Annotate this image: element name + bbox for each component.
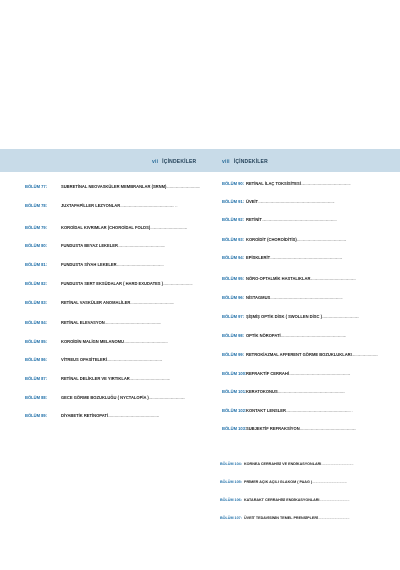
toc-entry <box>222 217 336 222</box>
toc-chapter-number: BÖLÜM 98: <box>222 333 245 338</box>
toc-entry <box>25 413 159 418</box>
toc-entry <box>25 262 163 267</box>
toc-entry <box>25 243 165 248</box>
left-page-number: vii <box>152 159 159 165</box>
toc-chapter-number: BÖLÜM 86: <box>25 357 48 362</box>
toc-chapter-number: BÖLÜM 91: <box>222 199 245 204</box>
toc-entry <box>25 320 161 325</box>
toc-chapter-number: BÖLÜM 94: <box>222 255 245 260</box>
toc-leader-dots: ................................................................................ <box>277 389 345 394</box>
toc-leader-dots: ...................................................... <box>310 276 356 281</box>
toc-chapter-title: KONTAKT LENSLER <box>246 408 286 413</box>
toc-chapter-title: PRİMER AÇIK AÇILI GLAKOM ( PAAG ) <box>244 480 313 484</box>
toc-chapter-title: KOROİDAL KIVRIMLAR (CHOROİDAL FOLDS) <box>61 225 151 230</box>
toc-entry <box>222 255 342 260</box>
toc-leader-dots: ...........................................................................… <box>285 408 353 413</box>
toc-leader-dots: ........................................................ <box>117 243 165 248</box>
toc-chapter-number: BÖLÜM 79: <box>25 225 48 230</box>
toc-chapter-title: SUBJEKTİF REFRAKSİYON <box>246 426 300 431</box>
toc-entry <box>222 237 346 242</box>
toc-leader-dots: ................................................ <box>312 480 347 484</box>
toc-chapter-title: RETİNAL İLAÇ TOKSİSİTESİ <box>246 181 301 186</box>
toc-chapter-title: OPTİK NÖROPATİ <box>246 333 281 338</box>
toc-chapter-title: KATARAKT CERRAHİSİ ENDİKASYONLARI <box>244 498 320 502</box>
toc-chapter-number: BÖLÜM 105: <box>220 480 242 484</box>
left-header-title: İÇİNDEKİLER <box>162 159 197 165</box>
header-band <box>0 149 400 172</box>
toc-chapter-title: RETİNİT <box>246 217 262 222</box>
toc-leader-dots: ............................... <box>351 352 378 357</box>
toc-entry <box>222 408 353 413</box>
toc-leader-dots: ........................................................................................... <box>258 199 335 204</box>
toc-leader-dots: ................................... <box>163 281 193 286</box>
toc-leader-dots: ............................................ <box>321 314 359 319</box>
toc-chapter-number: BÖLÜM 78: <box>25 203 48 208</box>
toc-leader-dots: ........................................ <box>166 184 200 189</box>
toc-chapter-title: RETİNAL VASKÜLER ANOMALİLER <box>61 300 131 305</box>
toc-leader-dots: ...................................................................................... <box>270 295 343 300</box>
toc-chapter-title: KOROİDİT (CHOROİDİTİS) <box>246 237 297 242</box>
toc-entry <box>220 498 349 502</box>
toc-chapter-title: RETROKİAZMAL AFFERENT GÖRME BOZUKLUKLARI <box>246 352 352 357</box>
toc-chapter-title: FUNDUSTA BEYAZ LEKELER <box>61 243 118 248</box>
left-page-header <box>152 159 196 165</box>
toc-leader-dots: .............................................................................. <box>280 333 346 338</box>
toc-chapter-title: VİTREUS OPASİTELERİ <box>61 357 107 362</box>
toc-chapter-number: BÖLÜM 100: <box>222 371 247 376</box>
toc-chapter-number: BÖLÜM 103: <box>222 426 247 431</box>
toc-entry <box>25 225 187 230</box>
toc-chapter-number: BÖLÜM 84: <box>25 320 48 325</box>
toc-chapter-title: JUXTAPAPİLLER LEZYONLAR <box>61 203 121 208</box>
toc-leader-dots: ............................................ <box>150 225 188 230</box>
toc-entry <box>25 357 162 362</box>
toc-leader-dots: ......................................................................................... <box>261 217 337 222</box>
toc-chapter-number: BÖLÜM 96: <box>222 295 245 300</box>
toc-chapter-number: BÖLÜM 104: <box>220 462 242 466</box>
toc-chapter-title: ÜVEİT TEDAVİSİNİN TEMEL PRENSİPLERİ <box>244 516 319 520</box>
toc-chapter-title: SUBRETİNAL NEOVASKÜLER MEMBRANLAR (SRNM) <box>61 184 167 189</box>
toc-entry <box>222 389 345 394</box>
toc-entry <box>222 426 356 431</box>
toc-leader-dots: ........................................... <box>318 516 350 520</box>
right-page-header <box>222 159 268 165</box>
toc-chapter-title: NİSTAGMUS <box>246 295 271 300</box>
toc-leader-dots: ................................................................... <box>104 320 161 325</box>
toc-leader-dots: ........................................................... <box>300 181 351 186</box>
toc-chapter-title: EPİSKLERİT <box>246 255 271 260</box>
toc-chapter-title: KORNEA CERRAHİSİ VE ENDİKASYONLARI <box>244 462 322 466</box>
toc-entry <box>222 371 350 376</box>
toc-leader-dots: ........................................................... <box>296 237 347 242</box>
toc-entry <box>222 352 378 357</box>
toc-chapter-number: BÖLÜM 101: <box>222 389 247 394</box>
toc-chapter-number: BÖLÜM 88: <box>25 395 48 400</box>
right-header-title: İÇİNDEKİLER <box>233 159 268 165</box>
toc-chapter-number: BÖLÜM 82: <box>25 281 48 286</box>
toc-leader-dots: .................................................................. <box>106 357 163 362</box>
toc-entry <box>222 276 356 281</box>
toc-leader-dots: ...................................................................................... <box>270 255 343 260</box>
toc-chapter-number: BÖLÜM 97: <box>222 314 245 319</box>
toc-chapter-title: GECE GÖRME BOZUKLUĞU ( NYCTALOPİA ) <box>61 395 149 400</box>
toc-entry <box>25 376 170 381</box>
toc-chapter-number: BÖLÜM 87: <box>25 376 48 381</box>
toc-leader-dots: ................................................................ . . <box>120 203 178 208</box>
toc-chapter-number: BÖLÜM 92: <box>222 217 245 222</box>
toc-chapter-number: BÖLÜM 102: <box>222 408 247 413</box>
toc-leader-dots: ................................................................... <box>299 426 356 431</box>
toc-leader-dots: ............................................................. <box>108 413 160 418</box>
toc-entry <box>25 281 193 286</box>
toc-entry <box>220 480 347 484</box>
toc-leader-dots: ......................................................................... <box>288 371 351 376</box>
toc-entry <box>220 462 353 466</box>
toc-entry <box>222 295 342 300</box>
toc-chapter-title: FUNDUSTA SERT EKSÜDALAR ( HARD EXUDATES ) <box>61 281 164 286</box>
toc-chapter-number: BÖLÜM 81: <box>25 262 48 267</box>
toc-chapter-number: BÖLÜM 99: <box>222 352 245 357</box>
toc-entry <box>25 339 168 344</box>
toc-chapter-number: BÖLÜM 80: <box>25 243 48 248</box>
toc-chapter-title: DİYABETİK RETİNOPATİ <box>61 413 109 418</box>
toc-chapter-number: BÖLÜM 107: <box>220 516 242 520</box>
toc-chapter-title: REFRAKTİF CERRAHİ <box>246 371 289 376</box>
right-page-number: viii <box>222 159 230 165</box>
toc-chapter-title: NÖRO-OFTALMİK HASTALIKLAR <box>246 276 311 281</box>
toc-chapter-number: BÖLÜM 83: <box>25 300 48 305</box>
toc-chapter-number: BÖLÜM 85: <box>25 339 48 344</box>
toc-chapter-title: FUNDUSTA SİYAH LEKELER <box>61 262 117 267</box>
toc-chapter-title: KERATOKONUS <box>246 389 278 394</box>
toc-leader-dots: .................................................... <box>124 339 168 344</box>
toc-entry <box>25 300 174 305</box>
toc-entry <box>25 395 185 400</box>
toc-leader-dots: ........................................................ <box>116 262 164 267</box>
toc-chapter-title: RETİNAL DELİKLER VE YIRTIKLAR <box>61 376 130 381</box>
toc-chapter-title: ŞİŞMİŞ OPTİK DİSK ( SWOLLEN DİSC ) <box>246 314 322 319</box>
toc-entry <box>25 203 177 208</box>
toc-chapter-number: BÖLÜM 95: <box>222 276 245 281</box>
toc-leader-dots: ................................................ <box>129 376 170 381</box>
toc-entry <box>25 184 200 189</box>
toc-chapter-number: BÖLÜM 93: <box>222 237 245 242</box>
toc-chapter-number: BÖLÜM 106: <box>220 498 242 502</box>
toc-leader-dots: .................................................... <box>130 300 174 305</box>
toc-entry <box>220 516 349 520</box>
toc-leader-dots: ............................................ <box>321 462 354 466</box>
toc-entry <box>222 314 359 319</box>
toc-chapter-number: BÖLÜM 90: <box>222 181 245 186</box>
toc-entry <box>222 333 346 338</box>
toc-leader-dots: ......................................... <box>319 498 350 502</box>
toc-chapter-number: BÖLÜM 89: <box>25 413 48 418</box>
toc-leader-dots: ........................................... <box>148 395 185 400</box>
toc-entry <box>222 199 334 204</box>
toc-chapter-number: BÖLÜM 77: <box>25 184 48 189</box>
toc-chapter-title: KOROİDİN MALİGN MELANOMU <box>61 339 124 344</box>
toc-chapter-title: ÜVEİT <box>246 199 259 204</box>
toc-chapter-title: RETİNAL ELEVASYON <box>61 320 105 325</box>
toc-entry <box>222 181 350 186</box>
